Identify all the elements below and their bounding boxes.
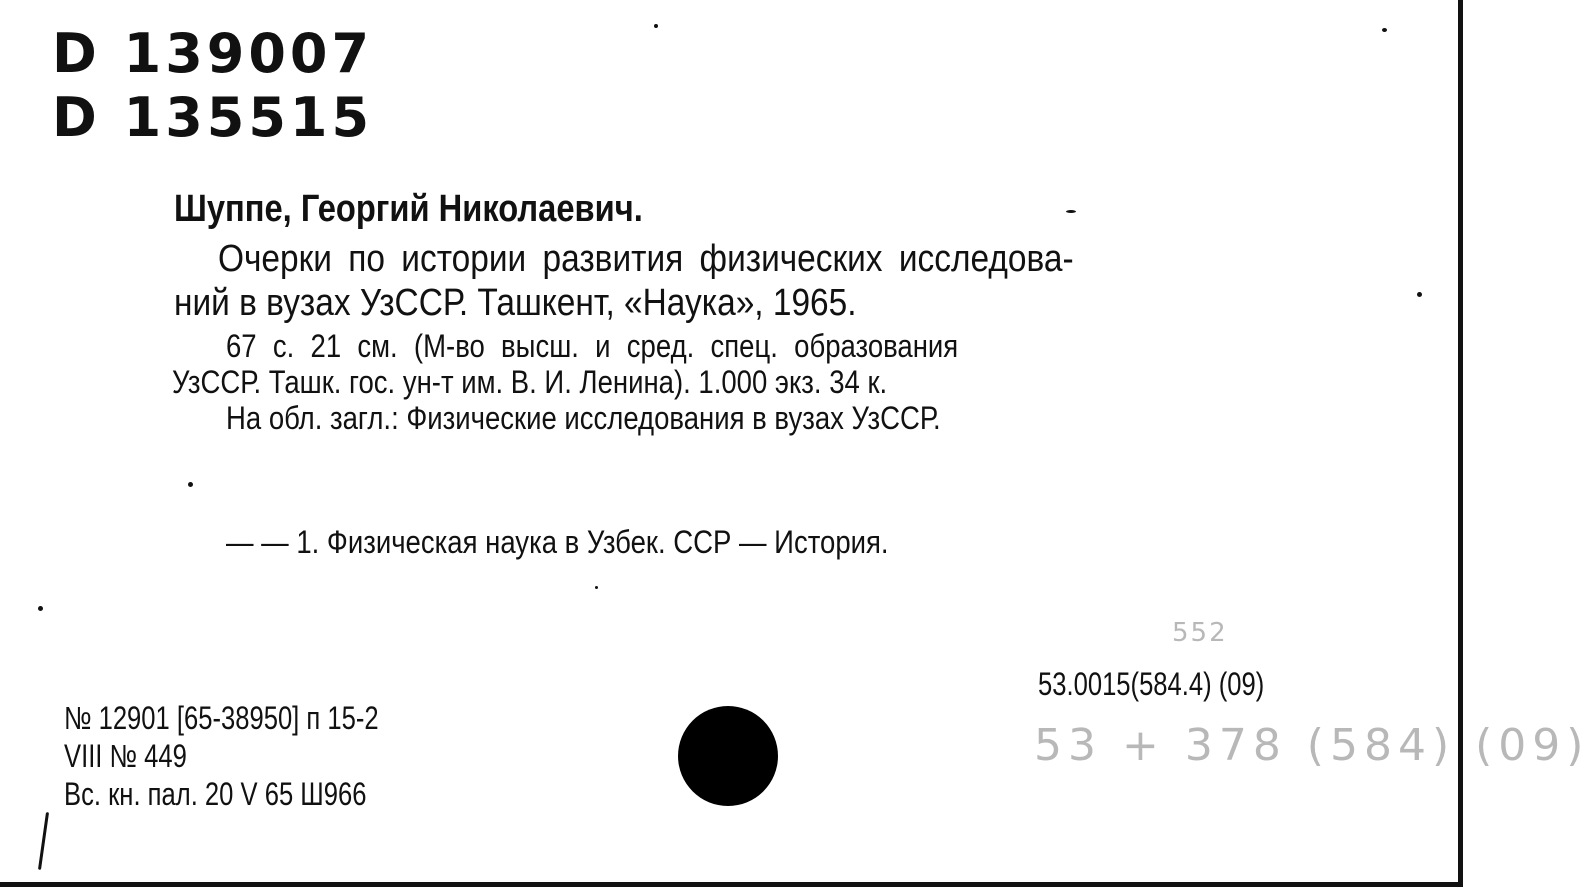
cover-title-note: На обл. загл.: Физические исследования в вузах УзССР. xyxy=(226,400,941,436)
faint-stamp-classification: 53 + 378 (584) (09) xyxy=(1034,720,1589,771)
speck-mark xyxy=(1417,292,1422,297)
faint-stamp-top: 552 xyxy=(1172,618,1228,648)
subject-heading: — — 1. Физическая наука в Узбек. ССР — История. xyxy=(226,524,889,560)
author-heading: Шуппе, Георгий Николаевич. xyxy=(174,188,643,230)
speck-mark xyxy=(38,812,49,870)
speck-mark xyxy=(654,24,658,28)
speck-mark xyxy=(1066,210,1076,213)
registry-line-3: Вс. кн. пал. 20 V 65 Ш966 xyxy=(64,776,367,812)
speck-mark xyxy=(1382,28,1387,32)
speck-mark xyxy=(595,586,598,589)
speck-mark xyxy=(188,482,193,487)
udc-classification: 53.0015(584.4) (09) xyxy=(1038,666,1265,702)
handwritten-number-1: D 139007 xyxy=(52,22,374,85)
collation-line-2: УзССР. Ташк. гос. ун-т им. В. И. Ленина). 1.000 экз. 34 к. xyxy=(172,364,888,400)
collation-line-1: 67 с. 21 см. (М-во высш. и сред. спец. образования xyxy=(226,328,959,364)
registry-line-2: VIII № 449 xyxy=(64,738,187,774)
title-line-2: ний в вузах УзССР. Ташкент, «Наука», 1965. xyxy=(174,282,857,324)
title-line-1: Очерки по истории развития физических исследова- xyxy=(218,238,1074,280)
handwritten-number-2: D 135515 xyxy=(52,86,374,149)
speck-mark xyxy=(38,606,43,611)
registry-line-1: № 12901 [65-38950] п 15-2 xyxy=(64,700,379,736)
punch-hole xyxy=(678,706,778,806)
